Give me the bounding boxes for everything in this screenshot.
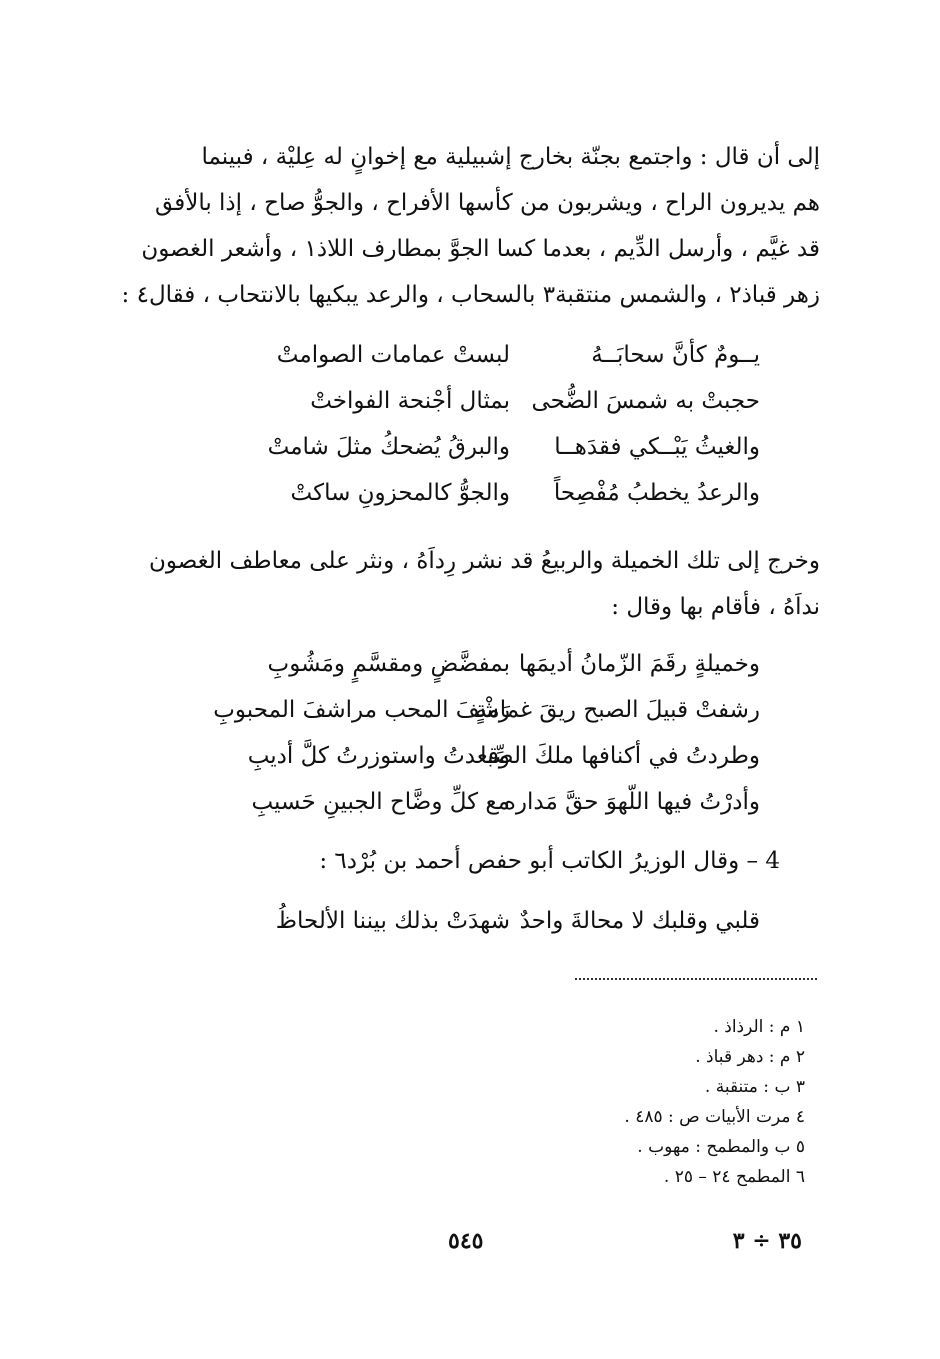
footnote: ١ م : الرذاذ . xyxy=(713,1017,805,1037)
hemistich-first: وخميلةٍ رقَمَ الزّمانُ أديمَها xyxy=(518,651,760,677)
footnote: ٣ ب : متنقبة . xyxy=(704,1077,805,1097)
footnote: ٥ ب والمطمح : مهوب . xyxy=(637,1137,805,1157)
hemistich-first: وطردتُ في أكنافها ملكَ الصِّبا xyxy=(480,743,760,769)
text-line: وخرج إلى تلك الخميلة والربيعُ قد نشر رِداَهُ ، ونثر على معاطف الغصون xyxy=(148,548,820,574)
poem-verse xyxy=(120,332,820,378)
hemistich-second: مع كلِّ وضَّاح الجبينِ حَسيبِ xyxy=(251,789,510,815)
signature-mark: ٣٥ ÷ ٣ xyxy=(732,1228,802,1254)
poem-verse xyxy=(120,378,820,424)
text-line: قد غيَّم ، وأرسل الدِّيم ، بعدما كسا الجوَّ بمطارف اللاذ١ ، وأشعر الغصون xyxy=(141,236,820,262)
poem-garden xyxy=(120,641,820,825)
hemistich-first: رشفتْ قبيلَ الصبح ريقَ غمامةٍ xyxy=(475,697,760,723)
poem-verse xyxy=(120,779,820,825)
text-line: زهر قباذ٢ ، والشمس منتقبة٣ بالسحاب ، والرعد يبكيها بالانتحاب ، فقال٤ : xyxy=(121,282,820,308)
hemistich-second: بمثال أجْنحة الفواختْ xyxy=(310,388,510,414)
hemistich-second: رَشْفَ المحب مراشفَ المحبوبِ xyxy=(213,697,510,723)
hemistich-first: حجبتْ به شمسَ الضُّحى xyxy=(531,388,760,414)
hemistich-first: يــومٌ كأنَّ سحابَــهُ xyxy=(591,342,760,368)
footnote: ٤ مرت الأبيات ص : ٤٨٥ . xyxy=(624,1107,805,1127)
poem-heart xyxy=(120,898,820,944)
poem-clouds xyxy=(120,332,820,516)
hemistich-second: لبستْ عمامات الصوامتْ xyxy=(276,342,510,368)
poem-verse xyxy=(120,470,820,516)
footnotes xyxy=(624,1012,805,1192)
page-number: ٥٤٥ xyxy=(448,1228,484,1254)
footnote: ٦ المطمح ٢٤ – ٢٥ . xyxy=(663,1167,805,1187)
hemistich-second: والبرقُ يُضحكُ مثلَ شامتْ xyxy=(267,434,510,460)
hemistich-second: شهدَتْ بذلك بيننا الألحاظُ xyxy=(275,908,510,934)
hemistich-second: والجوُّ كالمحزونِ ساكتْ xyxy=(290,480,510,506)
poem-verse xyxy=(120,898,820,944)
poem-verse xyxy=(120,641,820,687)
paragraph-intro xyxy=(120,134,820,318)
footnote-separator xyxy=(575,978,817,980)
hemistich-first: والرعدُ يخطبُ مُفْصِحاً xyxy=(553,480,760,506)
poem-verse xyxy=(120,733,820,779)
hemistich-first: والغيثُ يَبْــكي فقدَهــا xyxy=(554,434,760,460)
paragraph-garden xyxy=(120,538,820,630)
poem-verse xyxy=(120,687,820,733)
text-line: إلى أن قال : واجتمع بجنّة بخارج إشبيلية مع إخوانٍ له عِليْة ، فبينما xyxy=(201,144,820,170)
hemistich-first: وأدرْتُ فيها اللّهوَ حقَّ مَداره xyxy=(503,789,760,815)
footnote: ٢ م : دهر قباذ . xyxy=(695,1047,805,1067)
text-line: هم يديرون الراح ، ويشربون من كأسها الأفراح ، والجوُّ صاح ، إذا بالأفق xyxy=(155,190,820,216)
hemistich-second: بمفضَّضٍ ومقسَّمٍ ومَشُوبِ xyxy=(267,651,510,677)
section-heading: 4 – وقال الوزيرُ الكاتب أبو حفص أحمد بن بُرْد٦ : xyxy=(319,848,780,874)
hemistich-second: وقعدتُ واستوزرتُ كلَّ أديبِ xyxy=(247,743,510,769)
text-line: نداَهُ ، فأقام بها وقال : xyxy=(611,594,820,620)
hemistich-first: قلبي وقلبك لا محالةَ واحدٌ xyxy=(519,908,760,934)
poem-verse xyxy=(120,424,820,470)
